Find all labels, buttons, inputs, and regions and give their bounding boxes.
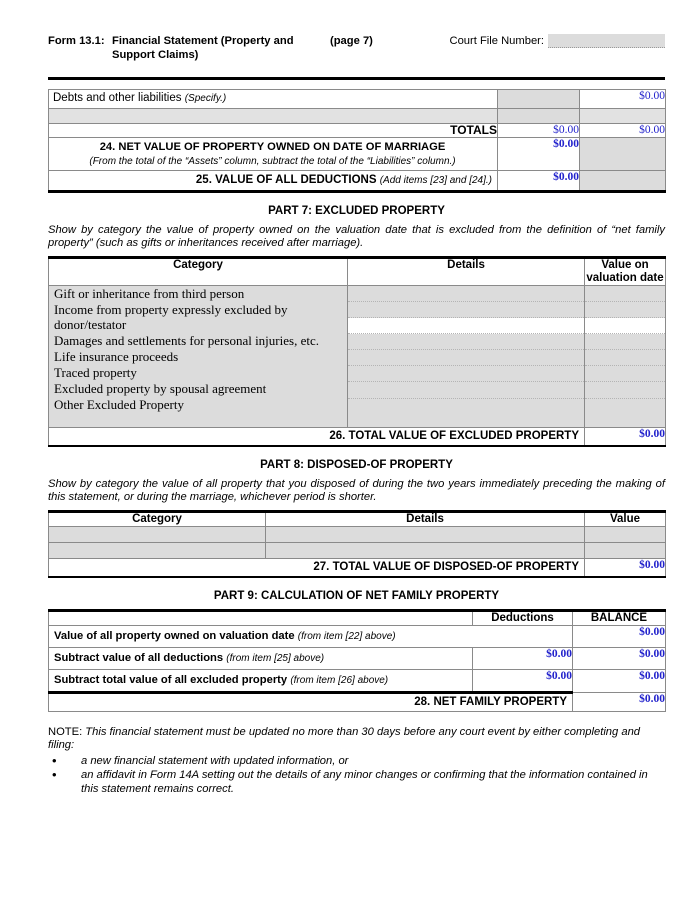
blank-label-field[interactable] [49,109,498,124]
list-item-blank [49,413,347,427]
part8-col-value: Value [585,511,666,526]
table-row [49,669,666,692]
part9-row1-label-cell [49,647,473,669]
item25-blocked-cell [580,171,666,192]
footer-note-prefix: NOTE: [48,725,83,738]
item24-subtext: (From the total of the “Assets” column, subtract the total of the “Liabilities” column.) [89,156,456,167]
court-file-label: Court File Number: [449,35,544,47]
part7-col-details: Details [348,257,585,285]
court-file-group [450,34,666,48]
part7-body-row [49,285,666,427]
part7-title: PART 7: EXCLUDED PROPERTY [268,205,445,217]
part7-category-list [49,285,348,427]
part8-details-field[interactable] [266,542,585,558]
part9-row1-deduction: $0.00 [473,647,573,669]
part9-total-row [49,692,666,711]
bullet-icon: • [52,752,57,768]
part8-col-category: Category [49,511,266,526]
part7-details-field[interactable] [348,302,584,318]
item24-label-cell [49,138,498,171]
list-item [48,752,665,769]
table-bottom-rule [49,192,666,194]
list-item: Gift or inheritance from third person [54,285,245,301]
blank-col2-field[interactable] [580,109,666,124]
item24-blocked-cell [580,138,666,171]
part9-col-deductions: Deductions [473,610,573,625]
part7-total-label-cell [49,427,585,446]
table-bottom-rule-row [49,192,666,194]
part7-col-value: Value on valuation date [586,258,664,284]
part7-value-field[interactable] [585,382,665,399]
part9-col-blank [49,610,473,625]
part8-total-row [49,558,666,577]
part9-row-ref: (from item [25] above) [226,652,325,664]
list-item: Life insurance proceeds [54,348,179,364]
part8-title: PART 8: DISPOSED-OF PROPERTY [260,458,453,471]
part8-col-details: Details [266,511,585,526]
part9-row0-label-cell [49,625,473,647]
liabilities-totals-table [48,89,666,193]
part8-table [48,510,666,578]
part9-title: PART 9: CALCULATION OF NET FAMILY PROPERTY [213,589,500,602]
part9-row-label: Subtract value of all deductions [54,651,224,664]
table-row [49,542,666,558]
part7-value-field[interactable] [585,366,665,382]
footer-note-text: This financial statement must be updated no more than 30 days before any court event by either completing and filing: [48,725,641,752]
part7-total-row [49,427,666,446]
part9-row0-balance: $0.00 [573,625,666,647]
debts-col1-field[interactable] [498,90,580,109]
table-row-item24 [49,138,666,171]
table-row [49,526,666,542]
item25-label: 25. VALUE OF ALL DEDUCTIONS [195,174,377,186]
footer-bullet-text: a new financial statement with updated information, or [81,754,349,767]
footer-note [48,726,665,797]
part9-row-label: Subtract total value of all excluded property [54,673,288,686]
part7-header-row [49,257,666,285]
part8-value-field[interactable] [585,542,666,558]
part7-details-field[interactable] [348,334,584,350]
part7-note: Show by category the value of property owned on the valuation date that is excluded from the definition of “net family property” (such as gifts or inheritances received after marriage). [48,224,665,250]
part7-total-value: $0.00 [585,427,666,446]
part7-table [48,256,666,447]
part9-row0-deduction [473,625,573,647]
part9-row-ref: (from item [22] above) [297,630,396,642]
part7-details-field[interactable] [348,318,584,334]
totals-label: TOTALS [49,124,498,138]
part8-value-field[interactable] [585,526,666,542]
part8-category-field[interactable] [49,542,266,558]
part7-value-field[interactable] [585,318,665,334]
blank-col1-field[interactable] [498,109,580,124]
court-file-input[interactable] [548,34,665,48]
part8-total-label: 27. TOTAL VALUE OF DISPOSED-OF PROPERTY [313,560,579,573]
header-divider [48,77,665,80]
table-row [49,647,666,669]
part9-row1-balance: $0.00 [573,647,666,669]
list-item: Damages and settlements for personal injuries, etc. [54,332,319,348]
list-item: Income from property expressly excluded by donor/testator [54,301,288,333]
debts-hint: (Specify.) [184,93,227,104]
part8-total-value: $0.00 [585,558,666,577]
footer-bullet-text: an affidavit in Form 14A setting out the details of any minor changes or confirming that the information contained in this statement remains correct. [81,769,648,795]
part9-col-balance: BALANCE [573,610,666,625]
table-row [49,625,666,647]
part9-table [48,609,666,712]
page-indicator: (page 7) [330,35,373,47]
part7-details-field[interactable] [348,399,584,414]
part7-total-label: 26. TOTAL VALUE OF EXCLUDED PROPERTY [329,429,579,442]
footer-note-bullets [48,752,665,797]
item25-subtext: (Add items [23] and [24].) [379,175,492,186]
part7-value-field[interactable] [585,302,665,318]
part9-total-label: 28. NET FAMILY PROPERTY [414,695,567,708]
list-item [48,769,665,796]
footer-note-lead [48,726,665,753]
part9-row2-label-cell [49,669,473,692]
debts-label-cell [49,90,498,109]
table-row-item25 [49,171,666,192]
part9-row-label: Value of all property owned on valuation date [54,629,295,642]
item24-value: $0.00 [498,138,580,171]
table-row [49,109,666,124]
part7-details-field[interactable] [348,350,584,366]
table-row-totals [49,124,666,138]
debts-col2-value: $0.00 [580,90,666,109]
part8-details-field[interactable] [266,526,585,542]
part7-value-field[interactable] [585,399,665,414]
item25-label-cell [49,171,498,192]
part7-details-field[interactable] [348,382,584,399]
part8-category-field[interactable] [49,526,266,542]
part8-note: Show by category the value of all property that you disposed of during the two years immediately preceding the making of this statement, or during the marriage, whichever period is shorter. [48,477,665,504]
part7-details-fields [348,285,585,427]
list-item: Other Excluded Property [54,396,184,412]
list-item: Excluded property by spousal agreement [54,380,267,396]
item24-label: 24. NET VALUE OF PROPERTY OWNED ON DATE OF MARRIAGE [99,141,446,153]
totals-col1-value: $0.00 [498,124,580,138]
part7-details-field[interactable] [348,366,584,382]
table-row [49,90,666,109]
part8-total-label-cell [49,558,585,577]
debts-label: Debts and other liabilities [53,92,182,104]
part9-total-value: $0.00 [573,692,666,711]
form-number: Form 13.1: [48,35,105,47]
totals-col2-value: $0.00 [580,124,666,138]
part9-header-row [49,610,666,625]
form-header [48,34,665,68]
part9-row-ref: (from item [26] above) [290,674,389,686]
part7-col-category: Category [49,257,348,285]
part7-value-field[interactable] [585,350,665,366]
part9-total-label-cell [49,692,573,711]
part9-row2-deduction: $0.00 [473,669,573,692]
part7-details-field[interactable] [348,286,584,302]
part7-value-field[interactable] [585,286,665,302]
part7-value-field[interactable] [585,334,665,350]
page-title: Financial Statement (Property and Support Claims) [112,35,294,61]
item25-value: $0.00 [498,171,580,192]
part7-value-fields [585,285,666,427]
bullet-icon: • [52,767,57,783]
part9-row2-balance: $0.00 [573,669,666,692]
part8-header-row [49,511,666,526]
list-item: Traced property [54,364,137,380]
